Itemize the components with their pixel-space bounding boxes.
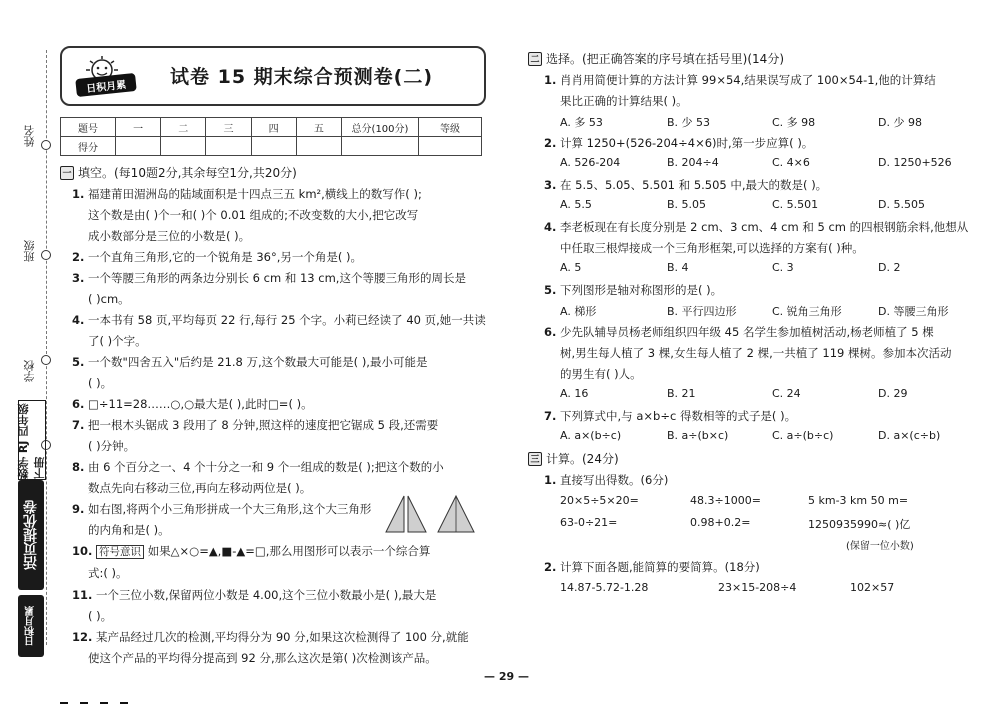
table-cell: 总分(100分) xyxy=(342,118,419,137)
question-5-line: ( )。 xyxy=(88,376,113,390)
binding-hole xyxy=(41,355,51,365)
score-input-cell[interactable] xyxy=(161,137,206,156)
option-b[interactable]: B. a÷(b×c) xyxy=(667,429,729,442)
calc-item[interactable]: 23×15-208÷4 xyxy=(718,581,797,594)
binding-hole xyxy=(41,140,51,150)
brand-logo-vertical: 日积月累 xyxy=(18,595,44,657)
book-name: 活页提优卷 xyxy=(18,480,44,590)
section-1-title: 填空。(每10题2分,其余每空1分,共20分) xyxy=(78,166,297,180)
score-table-header-row xyxy=(61,118,482,137)
calc-item[interactable]: 102×57 xyxy=(850,581,895,594)
choice-question-6-line: 的男生有( )人。 xyxy=(560,367,642,381)
footer-dash xyxy=(60,702,68,704)
option-c[interactable]: C. a÷(b÷c) xyxy=(772,429,834,442)
option-c[interactable]: C. 锐角三角形 xyxy=(772,305,842,318)
footer-dash xyxy=(120,702,128,704)
section-3-heading xyxy=(528,450,619,467)
choice-question-5: 5. 下列图形是轴对称图形的是( )。 xyxy=(544,283,723,297)
option-d[interactable]: D. 等腰三角形 xyxy=(878,305,949,318)
mental-math-item[interactable]: 5 km-3 km 50 m= xyxy=(808,494,909,507)
section-number-icon: 二 xyxy=(528,52,542,66)
choice-question-4-line: 中任取三根焊接成一个三角形框架,可以选择的方案有( )种。 xyxy=(560,241,864,255)
rounding-note: (保留一位小数) xyxy=(846,541,914,552)
option-d[interactable]: D. 29 xyxy=(878,387,908,400)
question-12-line: 使这个产品的平均得分提高到 92 分,那么这次是第( )次检测该产品。 xyxy=(88,651,437,665)
question-7: 7. 把一根木头锯成 3 段用了 8 分钟,照这样的速度把它锯成 5 段,还需要 xyxy=(72,418,439,432)
question-1-line: 这个数是由( )个一和( )个 0.01 组成的;不改变数的大小,把它改写 xyxy=(88,208,419,222)
option-a[interactable]: A. 梯形 xyxy=(560,305,597,318)
option-c[interactable]: C. 5.501 xyxy=(772,198,819,211)
option-b[interactable]: B. 4 xyxy=(667,261,689,274)
question-11-line: ( )。 xyxy=(88,609,113,623)
book-subtitle: 数学 RJ 四年级 下册 xyxy=(18,400,46,480)
option-d[interactable]: D. a×(c÷b) xyxy=(878,429,941,442)
table-cell: 一 xyxy=(116,118,161,137)
score-input-cell[interactable] xyxy=(296,137,341,156)
question-3-line: ( )cm。 xyxy=(88,292,130,306)
section-number-icon: 一 xyxy=(60,166,74,180)
school-label: 学校 xyxy=(23,360,36,382)
footer-dash xyxy=(100,702,108,704)
option-a[interactable]: A. a×(b÷c) xyxy=(560,429,622,442)
page-number: — 29 — xyxy=(484,670,529,683)
calc-item[interactable]: 14.87-5.72-1.28 xyxy=(560,581,649,594)
mental-math-item[interactable]: 0.98+0.2= xyxy=(690,516,751,529)
mental-math-item[interactable]: 63-0÷21= xyxy=(560,516,618,529)
section-3-title: 计算。(24分) xyxy=(546,452,619,466)
triangles-figure xyxy=(384,494,480,534)
option-b[interactable]: B. 平行四边形 xyxy=(667,305,737,318)
question-8-line: 数点先向右移动三位,再向左移动两位是( )。 xyxy=(88,481,312,495)
option-d[interactable]: D. 1250+526 xyxy=(878,156,952,169)
calc-question-1: 1. 直接写出得数。(6分) xyxy=(544,473,669,487)
table-cell: 三 xyxy=(206,118,251,137)
score-input-cell[interactable] xyxy=(116,137,161,156)
footer-dash xyxy=(80,702,88,704)
table-cell: 题号 xyxy=(61,118,116,137)
option-a[interactable]: A. 5 xyxy=(560,261,582,274)
choice-question-1-line: 果比正确的计算结果( )。 xyxy=(560,94,688,108)
option-c[interactable]: C. 多 98 xyxy=(772,116,816,129)
section-2-heading xyxy=(528,50,784,67)
page-title: 试卷 15 期末综合预测卷(二) xyxy=(170,66,434,88)
brand-logo: 日积月累 xyxy=(75,73,137,97)
score-input-cell[interactable] xyxy=(419,137,482,156)
option-c[interactable]: C. 3 xyxy=(772,261,794,274)
choice-question-1: 1. 肖肖用简便计算的方法计算 99×54,结果误写成了 100×54-1,他的计算结 xyxy=(544,73,936,87)
question-1-line: 成小数部分是三位的小数是( )。 xyxy=(88,229,251,243)
mental-math-item[interactable]: 20×5÷5×20= xyxy=(560,494,639,507)
table-cell: 四 xyxy=(251,118,296,137)
option-a[interactable]: A. 526-204 xyxy=(560,156,621,169)
question-9: 9. 如右图,将两个小三角形拼成一个大三角形,这个大三角形 xyxy=(72,502,372,516)
option-a[interactable]: A. 16 xyxy=(560,387,589,400)
score-table-score-row xyxy=(61,137,482,156)
option-d[interactable]: D. 5.505 xyxy=(878,198,925,211)
choice-question-6: 6. 少先队辅导员杨老师组织四年级 45 名学生参加植树活动,杨老师植了 5 棵 xyxy=(544,325,934,339)
question-4-line: 了( )个字。 xyxy=(88,334,147,348)
question-5: 5. 一个数"四舍五入"后约是 21.8 万,这个数最大可能是( ),最小可能是 xyxy=(72,355,428,369)
option-b[interactable]: B. 少 53 xyxy=(667,116,711,129)
choice-question-3: 3. 在 5.5、5.05、5.501 和 5.505 中,最大的数是( )。 xyxy=(544,178,828,192)
option-d[interactable]: D. 2 xyxy=(878,261,901,274)
mental-math-item[interactable]: 1250935990≈( )亿 xyxy=(808,518,911,531)
question-9-line: 的内角和是( )。 xyxy=(88,523,170,537)
option-a[interactable]: A. 多 53 xyxy=(560,116,603,129)
score-input-cell[interactable] xyxy=(342,137,419,156)
calc-question-2: 2. 计算下面各题,能简算的要简算。(18分) xyxy=(544,560,760,574)
table-cell: 等级 xyxy=(419,118,482,137)
option-b[interactable]: B. 204÷4 xyxy=(667,156,719,169)
question-2: 2. 一个直角三角形,它的一个锐角是 36°,另一个角是( )。 xyxy=(72,250,363,264)
table-cell: 得分 xyxy=(61,137,116,156)
question-4: 4. 一本书有 58 页,平均每页 22 行,每行 25 个字。小莉已经读了 40 页,她一共读 xyxy=(72,313,486,327)
name-label: 姓名 xyxy=(23,125,36,147)
section-1-heading xyxy=(60,164,297,181)
question-10: 10. 符号意识 如果△×○=▲,■-▲=□,那么用图形可以表示一个综合算 xyxy=(72,544,431,558)
question-12: 12. 某产品经过几次的检测,平均得分为 90 分,如果这次检测得了 100 分,就能 xyxy=(72,630,469,644)
question-10-line: 式:( )。 xyxy=(88,566,128,580)
score-table xyxy=(60,117,482,156)
option-b[interactable]: B. 21 xyxy=(667,387,696,400)
choice-question-4: 4. 李老板现在有长度分别是 2 cm、3 cm、4 cm 和 5 cm 的四根钢筋余料,他想从 xyxy=(544,220,969,234)
option-a[interactable]: A. 5.5 xyxy=(560,198,592,211)
choice-question-2: 2. 计算 1250+(526-204÷4×6)时,第一步应算( )。 xyxy=(544,136,814,150)
binding-hole xyxy=(41,250,51,260)
question-7-line: ( )分钟。 xyxy=(88,439,136,453)
mental-math-item[interactable]: 48.3÷1000= xyxy=(690,494,761,507)
question-1: 1. 福建莆田湄洲岛的陆域面积是十四点三五 km²,横线上的数写作( ); xyxy=(72,187,422,201)
table-cell: 二 xyxy=(161,118,206,137)
option-c[interactable]: C. 24 xyxy=(772,387,801,400)
section-number-icon: 三 xyxy=(528,452,542,466)
choice-question-7: 7. 下列算式中,与 a×b÷c 得数相等的式子是( )。 xyxy=(544,409,797,423)
option-b[interactable]: B. 5.05 xyxy=(667,198,707,211)
question-11: 11. 一个三位小数,保留两位小数是 4.00,这个三位小数最小是( ),最大是 xyxy=(72,588,437,602)
question-6: 6. □÷11=28……○,○最大是( ),此时□=( )。 xyxy=(72,397,313,411)
symbol-awareness-tag: 符号意识 xyxy=(96,545,144,559)
table-cell: 五 xyxy=(296,118,341,137)
question-3: 3. 一个等腰三角形的两条边分别长 6 cm 和 13 cm,这个等腰三角形的周长是 xyxy=(72,271,466,285)
section-2-title: 选择。(把正确答案的序号填在括号里)(14分) xyxy=(546,52,784,66)
score-input-cell[interactable] xyxy=(251,137,296,156)
option-d[interactable]: D. 少 98 xyxy=(878,116,922,129)
class-label: 班级 xyxy=(23,240,36,262)
choice-question-6-line: 树,男生每人植了 3 棵,女生每人植了 2 棵,一共植了 119 棵树。参加本次活动 xyxy=(560,346,952,360)
option-c[interactable]: C. 4×6 xyxy=(772,156,810,169)
score-input-cell[interactable] xyxy=(206,137,251,156)
question-8: 8. 由 6 个百分之一、4 个十分之一和 9 个一组成的数是( );把这个数的小 xyxy=(72,460,444,474)
